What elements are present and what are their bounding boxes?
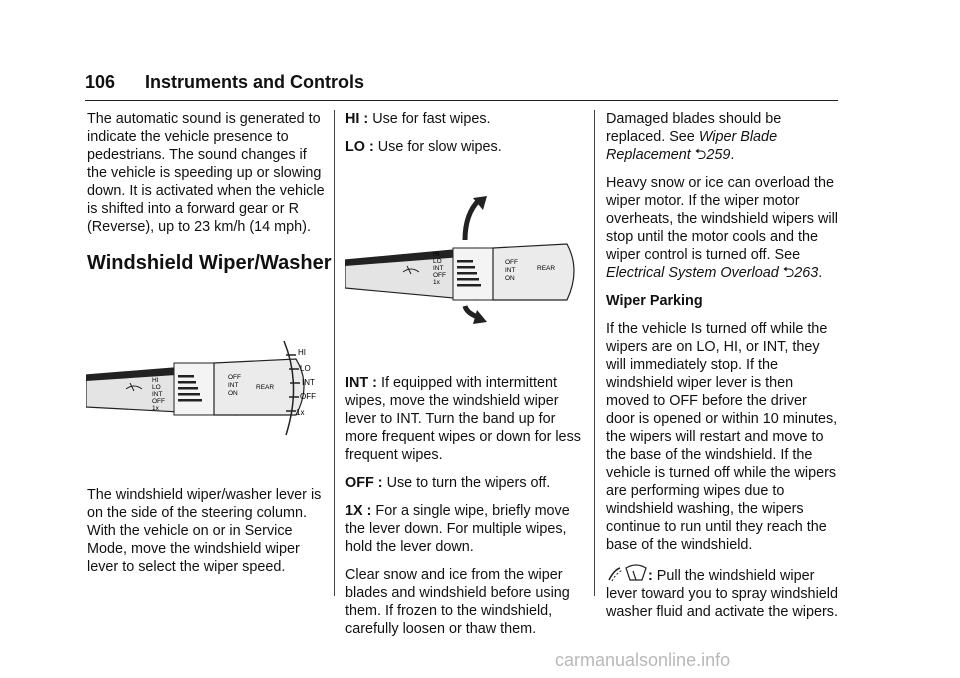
text-off: Use to turn the wipers off. xyxy=(386,475,551,491)
stalk-label-hi: HI xyxy=(152,377,159,384)
rear2-label-int: INT xyxy=(505,267,516,274)
paragraph-lever: The windshield wiper/washer lever is on the side of the steering column. With the vehicle on or in Service Mode, move the windshield wiper lever to select the wiper speed. xyxy=(87,487,322,575)
stalk-label-1x: 1x xyxy=(152,405,159,412)
stalk2-label-off: OFF xyxy=(433,272,446,279)
paragraph-wiper-parking: If the vehicle Is turned off while the wipers are on LO, HI, or INT, they will immediately stop. If the windshield wiper lever is then moved to OFF before the driver door is opened or within 10 minutes, the wipers will restart and move to the base of the windshield. If the vehicle is turned off while the wipers are performing wipes due to windshield washing, the wipers continue to run until they reach the base of the windshield. xyxy=(606,321,838,553)
page-ref-arrow-icon: ⮌ xyxy=(694,147,707,163)
rear-label: REAR xyxy=(256,384,275,391)
rear2-label-on: ON xyxy=(505,275,515,282)
stalk-label-lo: LO xyxy=(152,384,161,391)
column-divider-left xyxy=(334,110,335,596)
text-heavy-snow: Heavy snow or ice can overload the wiper motor. If the wiper motor overheats, the windshield wipers will stop until the motor cools and the wiper control is turned off. See xyxy=(606,175,838,263)
stalk2-label-hi: HI xyxy=(433,251,440,258)
page-number: 106 xyxy=(85,72,116,92)
column-2 xyxy=(345,110,583,166)
text-int: If equipped with intermittent wipes, move the windshield wiper lever to INT. Turn the band up for more frequent wipes or down for less frequent wipes. xyxy=(345,375,581,463)
arc-label-1x: 1x xyxy=(296,408,305,417)
rear-label-off: OFF xyxy=(228,374,241,381)
arc-label-off: OFF xyxy=(300,392,316,401)
paragraph-sound: The automatic sound is generated to indicate the vehicle presence to pedestrians. The sound changes if the vehicle is speeding up or slowing down. It is activated when the vehicle is shifted into a forward gear or R (Reverse), up to 23 km/h (14 mph). xyxy=(87,111,325,235)
rear-label-on: ON xyxy=(228,390,238,397)
text-lo: Use for slow wipes. xyxy=(377,139,502,155)
washer-icon xyxy=(606,564,648,584)
page-ref-263[interactable]: 263 xyxy=(794,265,819,281)
watermark: carmanualsonline.info xyxy=(555,650,731,670)
page-ref-arrow-icon: ⮌ xyxy=(782,265,795,281)
column-3: Damaged blades should be replaced. See Wiper Blade Replacement ⮌259. Heavy snow or ice can overload the wiper motor. If the wiper motor overheats, the windshield wipers will stop until the motor cools and the wiper control is turned off. See Electrical System Overload ⮌263. Wiper Parking If the vehicle Is turned off while the wipers are on LO, HI, or INT, they will immediately stop. If the windshield wiper lever is then moved to OFF before the driver door is opened or within 10 minutes, the wipers will restart and move to the base of the windshield. If the vehicle is turned off while the wipers are performing wipes due to windshield washing, the wipers continue to run until they reach the base of the windshield. : Pull the windshield wiper lever toward you to spray windshield washer fluid and activate the wipers. xyxy=(606,111,838,620)
section-title: Instruments and Controls xyxy=(145,72,365,92)
arc-label-int: INT xyxy=(302,378,315,387)
text-washer: Pull the windshield wiper lever toward you to spray windshield washer fluid and activate the wipers. xyxy=(606,568,838,620)
heading-wiper-washer: Windshield Wiper/Washer xyxy=(87,252,332,274)
stalk2-label-int: INT xyxy=(433,265,444,272)
link-wiper-blade-replacement[interactable]: Wiper Blade Replacement xyxy=(606,129,778,163)
term-off: OFF : xyxy=(345,475,383,491)
stalk-label-int: INT xyxy=(152,391,163,398)
paragraph-clear-snow: Clear snow and ice from the wiper blades and windshield before using them. If frozen to the windshield, carefully loosen or thaw them. xyxy=(345,567,570,637)
arc-label-lo: LO xyxy=(300,364,311,373)
text-damaged-blades: Damaged blades should be replaced. See xyxy=(606,111,782,145)
rear-label-int: INT xyxy=(228,382,239,389)
term-washer: : xyxy=(648,568,653,584)
rear2-label-off: OFF xyxy=(505,259,518,266)
arc-label-hi: HI xyxy=(298,348,306,357)
term-lo: LO : xyxy=(345,139,374,155)
text-1x: For a single wipe, briefly move the lever down. For multiple wipes, hold the lever down. xyxy=(345,503,570,555)
term-1x: 1X : xyxy=(345,503,372,519)
column-1-lower xyxy=(87,486,325,586)
column-divider-right xyxy=(594,110,595,596)
link-electrical-system-overload[interactable]: Electrical System Overload xyxy=(606,265,779,281)
stalk2-label-1x: 1x xyxy=(433,279,440,286)
figure-wiper-band-rotation xyxy=(345,196,585,326)
stalk-label-off: OFF xyxy=(152,398,165,405)
page-header xyxy=(85,70,838,101)
column-1 xyxy=(87,110,325,246)
rotate-up-arrow-icon xyxy=(465,196,487,240)
subheading-wiper-parking: Wiper Parking xyxy=(606,293,703,309)
figure-wiper-lever-positions xyxy=(86,335,326,445)
rotate-down-arrow-icon xyxy=(465,306,487,324)
page-ref-259[interactable]: 259 xyxy=(706,147,731,163)
stalk2-label-lo: LO xyxy=(433,258,442,265)
rear2-label: REAR xyxy=(537,265,556,272)
text-hi: Use for fast wipes. xyxy=(372,111,491,127)
term-hi: HI : xyxy=(345,111,369,127)
column-2-lower xyxy=(345,374,583,648)
term-int: INT : xyxy=(345,375,377,391)
